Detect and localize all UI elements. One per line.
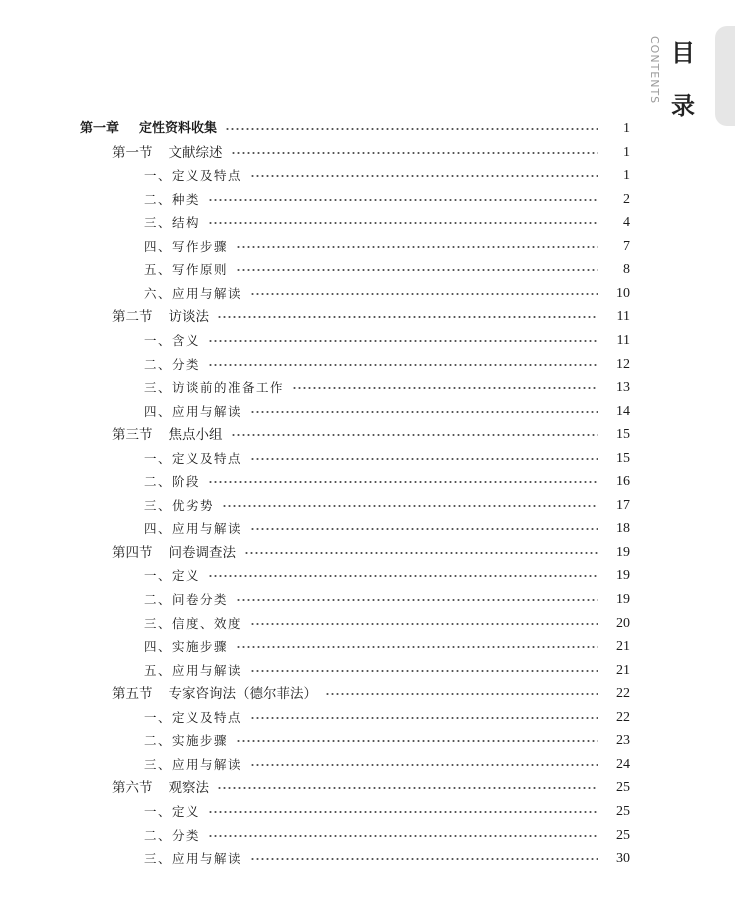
toc-entry-label (144, 754, 250, 776)
dot-leader (250, 855, 598, 863)
toc-item-text: 一、含义 (144, 332, 201, 348)
dot-leader (208, 196, 598, 204)
toc-entry-label (144, 495, 222, 517)
toc-entry-item[interactable] (144, 401, 630, 423)
toc-item-text: 二、阶段 (144, 474, 201, 490)
dot-leader (250, 667, 598, 675)
toc-entry-label (144, 518, 250, 540)
toc-entry-label (112, 542, 244, 564)
toc-entry-section[interactable] (112, 777, 630, 799)
toc-item-text: 一、定义及特点 (144, 450, 243, 466)
toc-entry-item[interactable] (144, 212, 630, 234)
toc-page-number: 12 (616, 356, 630, 372)
toc-page-number: 10 (616, 285, 630, 301)
toc-item-text: 三、应用与解读 (144, 851, 243, 867)
toc-item-text: 五、应用与解读 (144, 662, 243, 678)
toc-entry-item[interactable] (144, 283, 630, 305)
dot-leader (222, 502, 598, 510)
toc-item-text: 三、优劣势 (144, 497, 215, 513)
toc-entry-label (112, 142, 231, 164)
toc-page-number: 8 (623, 262, 630, 278)
toc-entry-label (80, 118, 225, 140)
toc-entry-label (144, 801, 208, 823)
toc-entry-item[interactable] (144, 848, 630, 870)
dot-leader (236, 643, 598, 651)
dot-leader (208, 808, 598, 816)
toc-entry-item[interactable] (144, 730, 630, 752)
toc-page-number: 25 (616, 780, 630, 796)
toc-entry-number: 第三节 (112, 427, 153, 444)
toc-entry-item[interactable] (144, 377, 630, 399)
dot-leader (250, 408, 598, 416)
toc-page-number: 19 (616, 568, 630, 584)
toc-entry-label (144, 660, 250, 682)
toc-entry-item[interactable] (144, 707, 630, 729)
dot-leader (231, 431, 599, 439)
toc-entry-label (144, 707, 250, 729)
dot-leader (250, 620, 598, 628)
toc-page-number: 15 (616, 427, 630, 443)
title-char-1: 目 (671, 39, 695, 67)
toc-item-text: 二、问卷分类 (144, 592, 229, 607)
toc-entry-section[interactable] (112, 424, 630, 446)
toc-entry-label (144, 377, 292, 399)
dot-leader (250, 714, 598, 722)
toc-item-text: 三、应用与解读 (144, 756, 243, 772)
toc-entry-item[interactable] (144, 259, 630, 281)
toc-item-text: 三、访谈前的准备工作 (144, 380, 285, 396)
toc-entry-label (144, 565, 208, 587)
dot-leader (236, 596, 598, 604)
dot-leader (208, 478, 598, 486)
toc-page-number: 4 (623, 215, 630, 231)
toc-page-number: 21 (616, 639, 630, 655)
toc-page-number: 13 (616, 380, 630, 396)
toc-item-text: 一、定义及特点 (144, 709, 243, 725)
side-tab-decoration (715, 26, 735, 126)
dot-leader (244, 549, 598, 557)
toc-entry-item[interactable] (144, 565, 630, 587)
toc-entry-label (144, 825, 208, 847)
toc-entry-item[interactable] (144, 448, 630, 470)
toc-page-number: 1 (623, 168, 630, 184)
toc-entry-label (144, 165, 250, 187)
toc-entry-item[interactable] (144, 236, 630, 258)
toc-entry-item[interactable] (144, 801, 630, 823)
toc-entry-label (144, 613, 250, 635)
toc-item-text: 五、写作原则 (144, 262, 229, 278)
toc-entry-item[interactable] (144, 189, 630, 211)
toc-entry-label (144, 730, 236, 752)
toc-entry-item[interactable] (144, 754, 630, 776)
toc-page-number: 23 (616, 733, 630, 749)
toc-entry-item[interactable] (144, 354, 630, 376)
dot-leader (250, 172, 598, 180)
toc-entry-section[interactable] (112, 306, 630, 328)
toc-entry-label (112, 306, 217, 328)
toc-entry-title: 文献综述 (168, 144, 223, 161)
toc-entry-title: 观察法 (168, 780, 209, 797)
toc-entry-title: 访谈法 (168, 309, 209, 326)
toc-entry-item[interactable] (144, 518, 630, 540)
toc-page-number: 22 (616, 686, 630, 702)
toc-entry-label (112, 777, 217, 799)
dot-leader (250, 761, 598, 769)
dot-leader (208, 219, 598, 227)
toc-entry-number: 第六节 (112, 780, 153, 797)
toc-entry-section[interactable] (112, 142, 630, 164)
dot-leader (217, 784, 598, 792)
dot-leader (250, 525, 598, 533)
toc-item-text: 三、信度、效度 (144, 615, 243, 631)
toc-item-text: 二、种类 (144, 191, 201, 207)
toc-item-text: 二、分类 (144, 827, 201, 843)
toc-entry-label (144, 330, 208, 352)
toc-entry-label (144, 589, 236, 611)
dot-leader (208, 337, 598, 345)
toc-page-number: 18 (616, 521, 630, 537)
toc-entry-item[interactable] (144, 636, 630, 658)
toc-entry-label (144, 212, 208, 234)
toc-entry-label (144, 189, 208, 211)
toc-entry-chapter[interactable] (80, 118, 630, 140)
dot-leader (292, 384, 598, 392)
toc-entry-item[interactable] (144, 825, 630, 847)
dot-leader (236, 737, 598, 745)
dot-leader (208, 361, 598, 369)
toc-item-text: 一、定义 (144, 803, 201, 819)
toc-item-text: 二、实施步骤 (144, 733, 229, 749)
dot-leader (208, 832, 598, 840)
toc-entry-number: 第二节 (112, 309, 153, 326)
toc-item-text: 三、结构 (144, 215, 201, 231)
toc-entry-label (144, 848, 250, 870)
toc-entry-label (144, 448, 250, 470)
toc-page-number: 25 (616, 803, 630, 819)
toc-entry-item[interactable] (144, 330, 630, 352)
toc-entry-title: 定性资料收集 (139, 121, 218, 136)
toc-item-text: 六、应用与解读 (144, 285, 243, 301)
contents-english-label: CONTENTS (648, 36, 661, 105)
toc-item-text: 一、定义 (144, 568, 201, 584)
toc-entry-item[interactable] (144, 495, 630, 517)
dot-leader (231, 149, 599, 157)
dot-leader (250, 455, 598, 463)
toc-page-number: 7 (623, 238, 630, 254)
toc-entry-label (144, 636, 236, 658)
toc-entry-label (144, 283, 250, 305)
toc-item-text: 四、应用与解读 (144, 403, 243, 419)
toc-entry-label (144, 259, 236, 281)
toc-entry-number: 第一节 (112, 144, 153, 161)
toc-page-number: 20 (616, 615, 630, 631)
toc-item-text: 二、分类 (144, 356, 201, 372)
toc-entry-label (112, 424, 231, 446)
toc-page-number: 11 (616, 332, 630, 348)
toc-entry-label (112, 683, 325, 705)
toc-entry-item[interactable] (144, 660, 630, 682)
toc-entry-label (144, 401, 250, 423)
toc-page-number: 25 (616, 827, 630, 843)
toc-page-number: 24 (616, 756, 630, 772)
dot-leader (325, 690, 598, 698)
toc-page-number: 1 (623, 121, 630, 136)
toc-page-number: 11 (616, 309, 630, 325)
toc-entry-title: 问卷调查法 (168, 544, 236, 561)
toc-entry-label (144, 354, 208, 376)
dot-leader (208, 572, 598, 580)
toc-item-text: 四、写作步骤 (144, 238, 229, 254)
toc-page-number: 2 (623, 191, 630, 207)
toc-entry-title: 焦点小组 (168, 427, 223, 444)
toc-page-number: 1 (623, 144, 630, 160)
toc-page-number: 22 (616, 709, 630, 725)
dot-leader (225, 125, 598, 133)
toc-page-number: 19 (616, 592, 630, 607)
toc-entry-item[interactable] (144, 589, 630, 611)
title-char-2: 录 (671, 92, 695, 120)
toc-page-number: 21 (616, 662, 630, 678)
toc-entry-section[interactable] (112, 542, 630, 564)
toc-entry-title: 专家咨询法（德尔菲法） (168, 686, 317, 703)
toc-page-number: 30 (616, 851, 630, 867)
toc-page-number: 17 (616, 497, 630, 513)
toc-entry-label (144, 471, 208, 493)
dot-leader (250, 290, 598, 298)
toc-page-number: 19 (616, 544, 630, 560)
dot-leader (236, 266, 598, 274)
dot-leader (236, 243, 598, 251)
toc-entry-item[interactable] (144, 613, 630, 635)
toc-entry-number: 第一章 (80, 121, 120, 136)
toc-entry-label (144, 236, 236, 258)
toc-entry-section[interactable] (112, 683, 630, 705)
toc-entry-number: 第五节 (112, 686, 153, 703)
toc-entry-number: 第四节 (112, 544, 153, 561)
toc-entry-item[interactable] (144, 471, 630, 493)
toc-item-text: 四、应用与解读 (144, 521, 243, 537)
toc-page-number: 14 (616, 403, 630, 419)
toc-page-number: 16 (616, 474, 630, 490)
toc-item-text: 一、定义及特点 (144, 168, 243, 184)
toc-page-number: 15 (616, 450, 630, 466)
toc-entry-item[interactable] (144, 165, 630, 187)
dot-leader (217, 313, 598, 321)
toc-item-text: 四、实施步骤 (144, 639, 229, 655)
